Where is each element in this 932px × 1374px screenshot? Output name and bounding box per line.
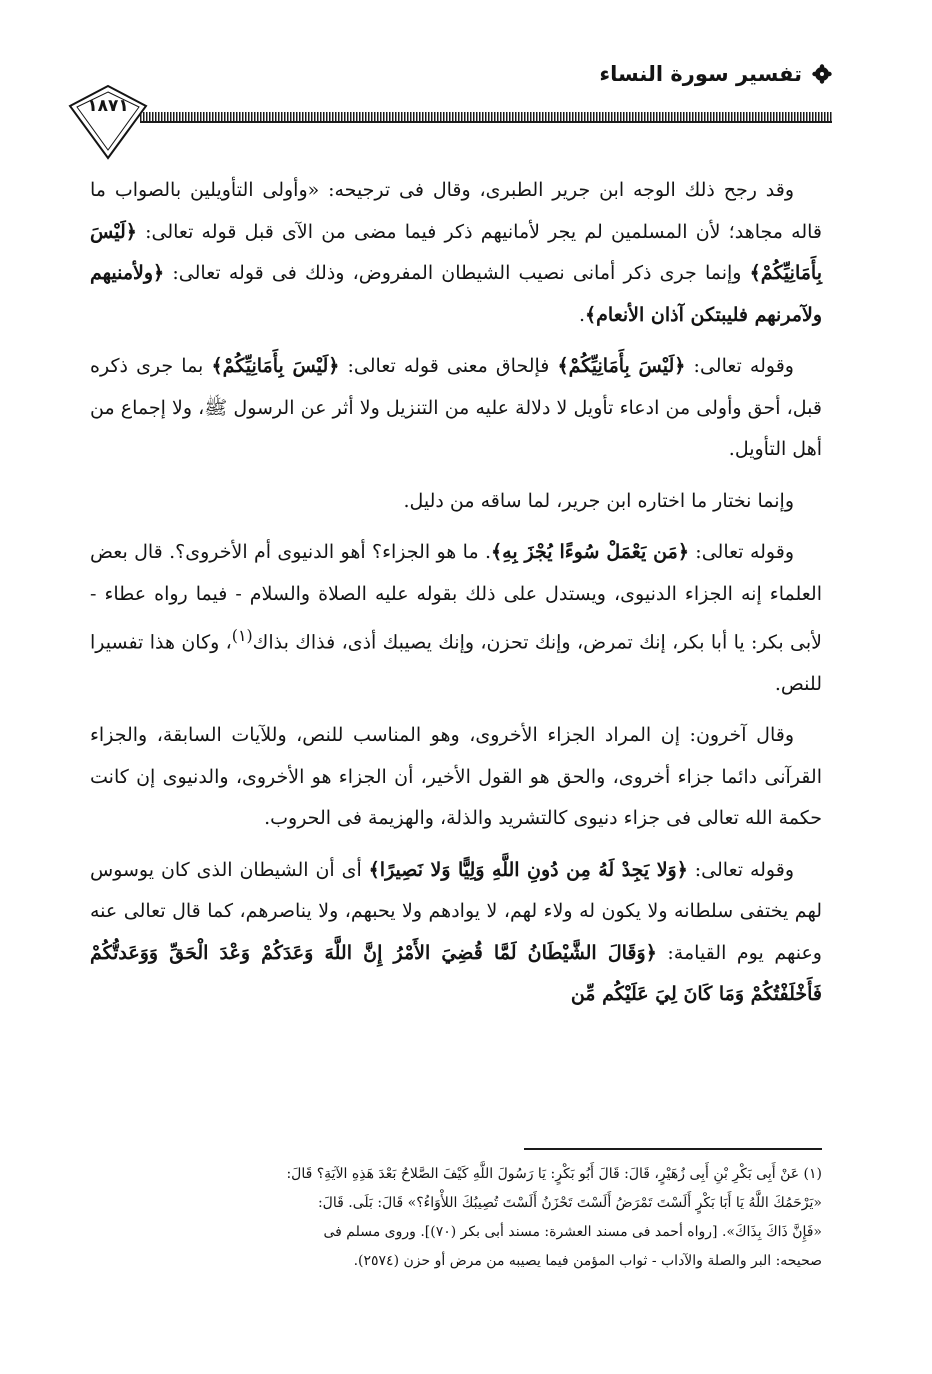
paragraph-5: وقال آخرون: إن المراد الجزاء الأخروى، وهو المناسب للنص، وللآيات السابقة، والجزاء القرآنى دائما جزاء أخروى، والحق هو القول الأخير، أن الجزاء هو الأخروى، والدنيوى إن كانت حكمة الله تعالى فى جزاء دنيوى كالتشريد والذلة، والهزيمة فى الحروب. xyxy=(90,724,822,830)
text-span: بما جرى ذكره قبل، أحق وأولى من ادعاء تأويل لا دلالة عليه من التنزيل ولا أثر عن الرسول ﷺ، ولا إجماع من أهل التأويل. xyxy=(90,355,822,460)
footnote xyxy=(92,1160,822,1276)
text-span: وإنما جرى ذكر أمانى نصيب الشيطان المفروض، وذلك فى قوله تعالى: xyxy=(164,262,750,284)
paragraph-2 xyxy=(90,346,822,471)
paragraph-1 xyxy=(90,170,822,336)
text-span: ، وكان هذا تفسيرا للنص. xyxy=(90,631,822,695)
page-number: ١٨٧١ xyxy=(87,96,129,116)
quran-verse: ﴿مَن يَعْمَلْ سُوءًا يُجْزَ بِهِ﴾ xyxy=(491,541,689,563)
quran-verse: ﴿لَيْسَ بِأَمَانِيِّكُمْ﴾ xyxy=(211,355,340,377)
page-number-frame xyxy=(68,84,148,164)
quran-verse: ﴿ولأمنيهم ولآمرنهم فليبتكن آذان الأنعام﴾ xyxy=(90,262,822,326)
footnote-line: (١) عَنْ أَبِى بَكْرِ بْنِ أَبِى زُهَيْرٍ، قَالَ: قَالَ أَبُو بَكْرٍ: يَا رَسُولَ اللَّهِ كَيْفَ الصَّلاحُ بَعْدَ هَذِهِ الآيَةِ؟ قَالَ: xyxy=(286,1166,822,1182)
quran-verse: ﴿لَيْسَ بِأَمَانِيِّكُمْ﴾ xyxy=(557,355,686,377)
footnote-separator xyxy=(524,1148,822,1150)
quran-verse: ﴿لَيْسَ بِأَمَانِيِّكُمْ﴾ xyxy=(90,220,822,284)
paragraph-3: وإنما نختار ما اختاره ابن جرير، لما ساقه من دليل. xyxy=(403,489,794,512)
page-header xyxy=(68,62,832,162)
footnote-line: صحيحه: البر والصلة والآداب - ثواب المؤمن فيما يصيبه من مرض أو حزن (٢٥٧٤). xyxy=(353,1253,822,1269)
header-rule xyxy=(140,112,832,121)
body-text xyxy=(90,170,822,1026)
text-span: وقد رجح ذلك الوجه ابن جرير الطبرى، وقال فى ترجيحه: «وأولى التأويلين بالصواب ما قاله مجاهد؛ لأن المسلمين لم يجر لأمانيهم ذكر فيما مضى من الآى قبل قوله تعالى: xyxy=(90,179,822,243)
paragraph-4 xyxy=(90,532,822,705)
quran-verse: ﴿وَقَالَ الشَّيْطَانُ لَمَّا قُضِيَ الأَمْرُ إِنَّ اللَّهَ وَعَدَكُمْ وَعْدَ الْحَقِّ وَوَعَدتُّكُمْ فَأَخْلَفْتُكُمْ وَمَا كَانَ لِيَ عَلَيْكُم مِّن xyxy=(90,941,822,1006)
paragraph-6 xyxy=(90,850,822,1016)
running-title: تفسير سورة النساء xyxy=(599,62,802,86)
text-span: وقوله تعالى: xyxy=(688,541,794,563)
floral-ornament-icon xyxy=(812,64,832,84)
quran-verse: ﴿وَلا يَجِدْ لَهُ مِن دُونِ اللَّهِ وَلِيًّا وَلا نَصِيرًا﴾ xyxy=(368,858,688,881)
header-title-row xyxy=(599,62,832,86)
footnote-line: «يَرْحَمُكَ اللَّهُ يَا أَبَا بَكْرٍ أَلَسْتَ تَمْرَضُ أَلَسْتَ تَحْزَنُ أَلَسْتَ تُصِيبُكَ اللأْوَاءُ؟» قَالَ: بَلَى. قَالَ: xyxy=(317,1195,822,1211)
text-span: وقوله تعالى: xyxy=(687,858,794,881)
text-span: أى أن الشيطان الذى كان يوسوس لهم يختفى سلطانه ولا يكون له ولاء لهم، لا يوادهم ولا يحبهم، ولا يناصرهم، كما قال تعالى عنه وعنهم يوم القيامة: xyxy=(90,858,822,964)
text-span: فإلحاق معنى قوله تعالى: xyxy=(339,355,558,377)
text-span: . xyxy=(578,303,586,326)
text-span: . ما هو الجزاء؟ أهو الدنيوى أم الأخروى؟. قال بعض العلماء إنه الجزاء الدنيوى، ويستدل على ذلك بقوله عليه الصلاة والسلام - فيما رواه عطاء - لأبى بكر: يا أبا بكر، إنك تمرض، وإنك تحزن، وإنك يصيبك أذى، فذاك بذاك xyxy=(90,541,822,654)
text-span: وقوله تعالى: xyxy=(685,355,794,377)
footnote-reference[interactable]: (١) xyxy=(231,626,253,645)
footnote-line: «فَإِنَّ ذَاكَ بِذَاكَ». [رواه أحمد فى مسند العشرة: مسند أبى بكر (٧٠)]. وروى مسلم فى xyxy=(323,1224,822,1240)
